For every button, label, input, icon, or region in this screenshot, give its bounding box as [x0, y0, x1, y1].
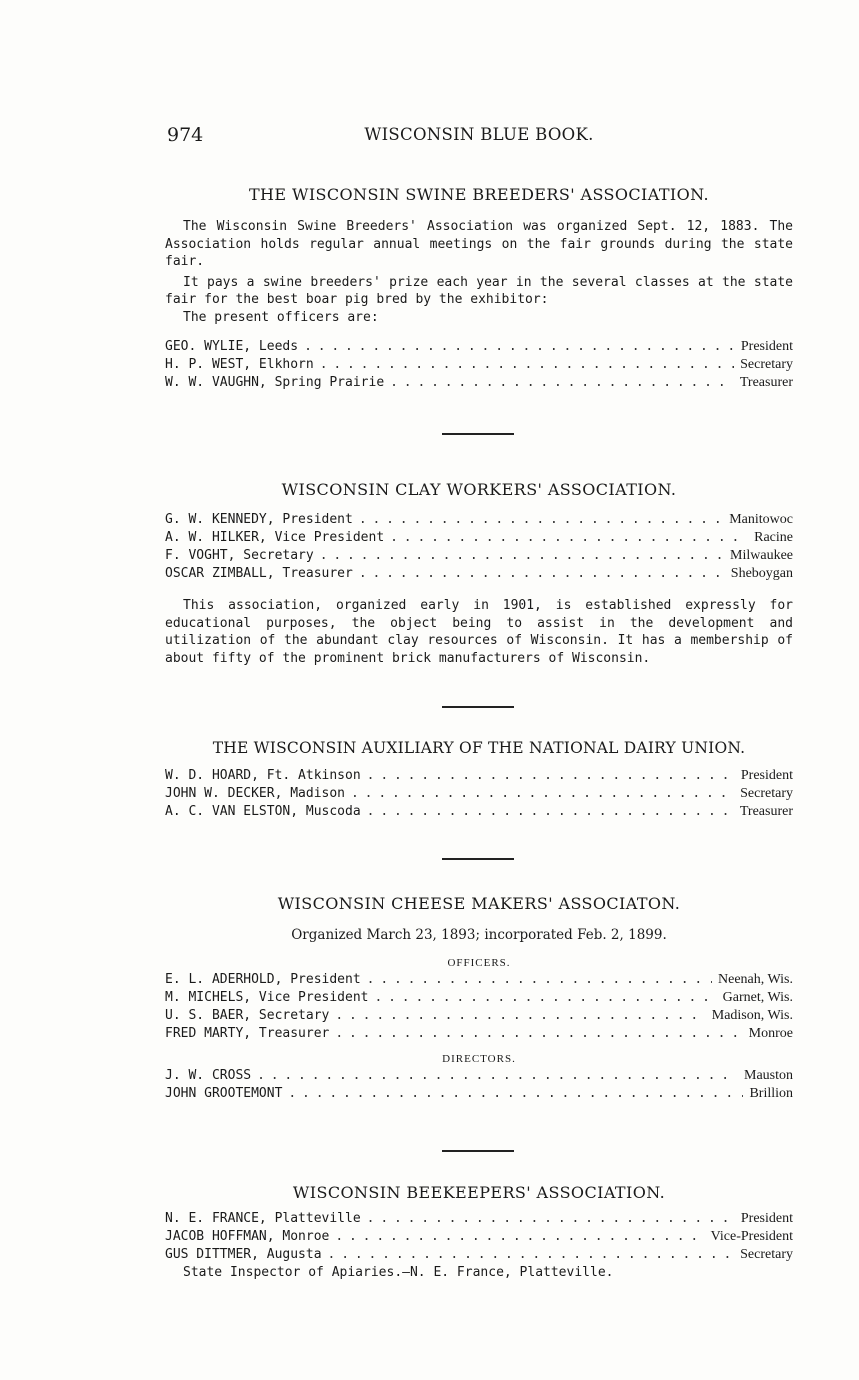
swine-section [165, 185, 793, 392]
organized-line: Organized March 23, 1893; incorporated Feb. 2, 1899. [291, 927, 667, 943]
paragraph: The present officers are: [183, 309, 379, 325]
officer-name: U. S. BAER, Secretary [165, 1008, 330, 1023]
section-title: THE WISCONSIN SWINE BREEDERS' ASSOCIATION. [248, 185, 710, 204]
dot-leader [367, 971, 712, 989]
list-item [165, 356, 793, 374]
inspector-note: State Inspector of Apiaries.—N. E. France, Platteville. [183, 1265, 614, 1280]
officer-name: F. VOGHT, Secretary [165, 548, 314, 563]
officer-name: GUS DITTMER, Augusta [165, 1247, 322, 1262]
bee-section [165, 1183, 793, 1282]
list-item [165, 338, 793, 356]
officer-role: President [740, 1211, 793, 1226]
dot-leader [335, 1228, 704, 1246]
officer-role: Garnet, Wis. [722, 990, 793, 1005]
section-title: WISCONSIN CLAY WORKERS' ASSOCIATION. [281, 480, 677, 499]
dot-leader [304, 338, 735, 356]
director-list [165, 1067, 793, 1103]
paragraph: The Wisconsin Swine Breeders' Association was organized Sept. 12, 1883. The Association holds regular annual meetings on the fair grounds during the state fair. [165, 219, 793, 269]
cheese-section [165, 894, 793, 1103]
director-town: Mauston [744, 1068, 793, 1083]
list-item [165, 803, 793, 821]
section-title: WISCONSIN CHEESE MAKERS' ASSOCIATON. [277, 894, 681, 913]
officer-name: JOHN W. DECKER, Madison [165, 786, 346, 801]
list-item [165, 1067, 793, 1085]
dot-leader [335, 1007, 705, 1025]
director-town: Brillion [749, 1086, 793, 1101]
officer-name: A. W. HILKER, Vice President [165, 530, 385, 545]
officer-role: Secretary [740, 1247, 793, 1262]
officer-name: N. E. FRANCE, Platteville [165, 1211, 361, 1226]
dot-leader [359, 565, 725, 583]
list-item [165, 547, 793, 565]
list-item [165, 989, 793, 1007]
section-divider [442, 706, 514, 708]
list-item [165, 1210, 793, 1228]
section-divider [442, 858, 514, 860]
officer-list [165, 511, 793, 583]
dot-leader [390, 374, 734, 392]
officer-name: M. MICHELS, Vice President [165, 990, 369, 1005]
officer-role: Secretary [740, 357, 793, 372]
dot-leader [390, 529, 748, 547]
officer-role: Sheboygan [730, 566, 793, 581]
running-head [165, 124, 793, 150]
dot-leader [257, 1067, 738, 1085]
officer-list [165, 971, 793, 1043]
officer-role: Neenah, Wis. [718, 972, 793, 987]
list-item [165, 767, 793, 785]
list-item [165, 529, 793, 547]
dot-leader [367, 1210, 735, 1228]
officer-name: H. P. WEST, Elkhorn [165, 357, 314, 372]
officer-role: Milwaukee [730, 548, 793, 563]
director-name: J. W. CROSS [165, 1068, 252, 1083]
dot-leader [335, 1025, 742, 1043]
dot-leader [359, 511, 723, 529]
officer-name: FRED MARTY, Treasurer [165, 1026, 330, 1041]
officer-name: W. D. HOARD, Ft. Atkinson [165, 768, 361, 783]
officers-heading: OFFICERS. [447, 957, 511, 969]
list-item [165, 1246, 793, 1264]
dot-leader [288, 1085, 743, 1103]
officer-name: E. L. ADERHOLD, President [165, 972, 361, 987]
section-divider [442, 433, 514, 435]
officer-role: Monroe [748, 1026, 793, 1041]
paragraph: This association, organized early in 1901, is established expressly for educational purposes, the object being to assist in the development and utilization of the abundant clay resources of Wisconsin. It has a membership of about fifty of the prominent brick manufacturers of Wisconsin. [165, 598, 793, 666]
list-item [165, 1085, 793, 1103]
officer-list [165, 767, 793, 821]
directors-heading: DIRECTORS. [442, 1053, 516, 1065]
clay-section [165, 480, 793, 667]
officer-name: JACOB HOFFMAN, Monroe [165, 1229, 330, 1244]
section-title: WISCONSIN BEEKEEPERS' ASSOCIATION. [292, 1183, 666, 1202]
section-title: THE WISCONSIN AUXILIARY OF THE NATIONAL DAIRY UNION. [212, 739, 746, 757]
list-item [165, 785, 793, 803]
officer-name: GEO. WYLIE, Leeds [165, 339, 299, 354]
officer-name: OSCAR ZIMBALL, Treasurer [165, 566, 353, 581]
dairy-section [165, 739, 793, 821]
officer-role: Secretary [740, 786, 793, 801]
dot-leader [328, 1246, 735, 1264]
dot-leader [367, 803, 734, 821]
dot-leader [367, 767, 735, 785]
dot-leader [320, 356, 734, 374]
page-number: 974 [167, 124, 204, 146]
section-divider [442, 1150, 514, 1152]
list-item [165, 1007, 793, 1025]
officer-role: Manitowoc [729, 512, 793, 527]
list-item [165, 971, 793, 989]
officer-role: President [740, 768, 793, 783]
list-item [165, 1025, 793, 1043]
officer-list [165, 338, 793, 392]
list-item [165, 511, 793, 529]
director-name: JOHN GROOTEMONT [165, 1086, 283, 1101]
officer-name: W. W. VAUGHN, Spring Prairie [165, 375, 385, 390]
dot-leader [375, 989, 717, 1007]
officer-name: A. C. VAN ELSTON, Muscoda [165, 804, 361, 819]
book-title: WISCONSIN BLUE BOOK. [364, 125, 594, 144]
officer-role: Madison, Wis. [711, 1008, 793, 1023]
officer-role: Treasurer [739, 375, 793, 390]
paragraph: It pays a swine breeders' prize each year in the several classes at the state fair for the best boar pig bred by the exhibitor: [165, 274, 793, 307]
officer-list [165, 1210, 793, 1264]
dot-leader [351, 785, 734, 803]
officer-role: Vice-President [710, 1229, 793, 1244]
dot-leader [320, 547, 724, 565]
officer-role: Treasurer [739, 804, 793, 819]
officer-role: President [740, 339, 793, 354]
list-item [165, 374, 793, 392]
officer-role: Racine [754, 530, 793, 545]
list-item [165, 1228, 793, 1246]
list-item [165, 565, 793, 583]
officer-name: G. W. KENNEDY, President [165, 512, 353, 527]
